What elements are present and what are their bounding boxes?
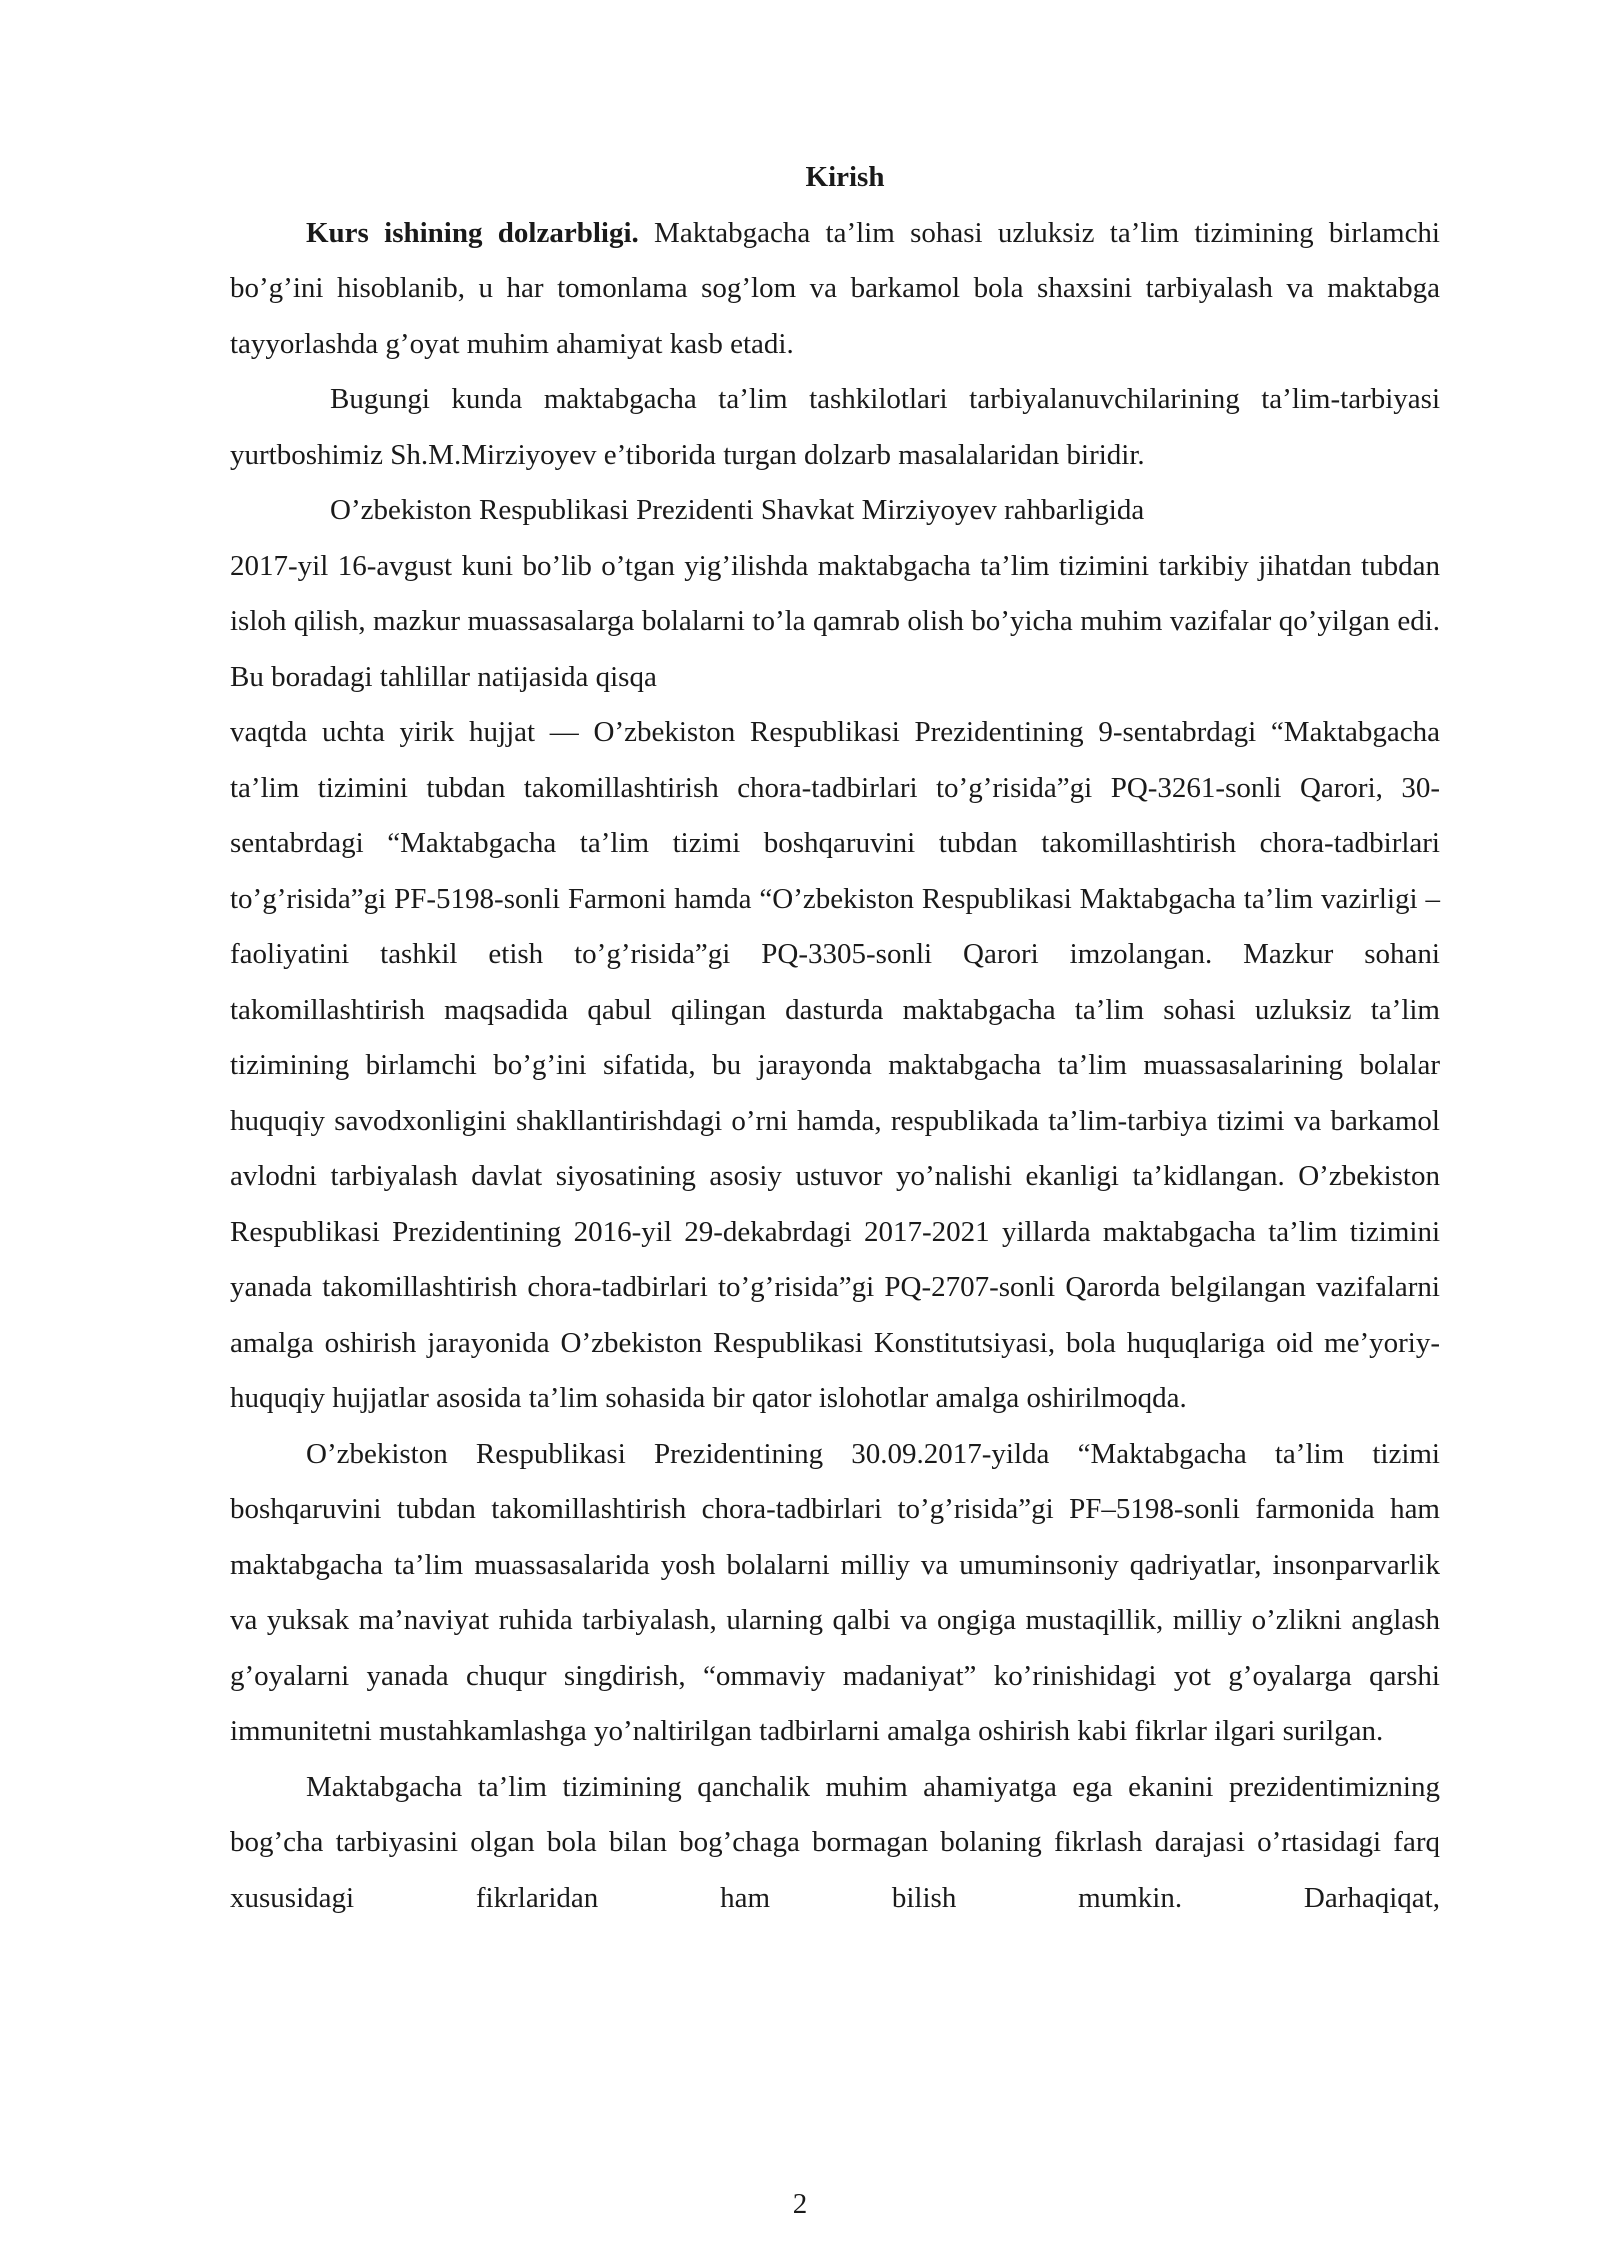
paragraph-documents: vaqtda uchta yirik hujjat — O’zbekiston Respublikasi Prezidentining 9-sentabrdagi “Maktabgacha ta’lim tizimini tubdan takomillashtirish chora-tadbirlari to’g’risida”gi PQ-3261-sonli Qarori, 30-sentabrdagi “Maktabgacha ta’lim tizimi boshqaruvini tubdan takomillashtirish chora-tadbirlari to’g’risida”gi PF-5198-sonli Farmoni hamda “O’zbekiston Respublikasi Maktabgacha ta’lim vazirligi – faoliyatini tashkil etish to’g’risida”gi PQ-3305-sonli Qarori imzolangan. Mazkur sohani takomillashtirish maqsadida qabul qilingan dasturda maktabgacha ta’lim sohasi uzluksiz ta’lim tizimining birlamchi bo’g’ini sifatida, bu jarayonda maktabgacha ta’lim muassasalarining bolalar huquqiy savodxonligini shakllantirishdagi o’rni hamda, respublikada ta’lim-tarbiya tizimi va barkamol avlodni tarbiyalash davlat siyosatining asosiy ustuvor yo’nalishi ekanligi ta’kidlangan. O’zbekiston Respublikasi Prezidentining 2016-yil 29-dekabrdagi 2017-2021 yillarda maktabgacha ta’lim tizimini yanada takomillashtirish chora-tadbirlari to’g’risida”gi PQ-2707-sonli Qarorda belgilangan vazifalarni amalga oshirish jarayonida O’zbekiston Respublikasi Konstitutsiyasi, bola huquqlariga oid me’yoriy-huquqiy hujjatlar asosida ta’lim sohasida bir qator islohotlar amalga oshirilmoqda.	[230, 716, 1440, 1414]
paragraph-president-line: O’zbekiston Respublikasi Prezidenti Shavkat Mirziyoyev rahbarligida	[330, 494, 1145, 526]
paragraph-text: Maktabgacha ta’lim sohasi uzluksiz ta’lim tizimining birlamchi bo’g’ini hisoblanib, u har tomonlama sog’lom va barkamol bola shaxsini tarbiyalash va maktabga tayyorlashda g’oyat muhim ahamiyat kasb etadi.	[230, 216, 1440, 360]
paragraph-lead: Kurs ishining dolzarbligi.	[306, 216, 639, 249]
paragraph-today: Bugungi kunda maktabgacha ta’lim tashkilotlari tarbiyalanuvchilarining ta’lim-tarbiyasi yurtboshimiz Sh.M.Mirziyoyev e’tiborida turgan dolzarb masalalaridan biridir.	[230, 383, 1440, 471]
page-number: 2	[792, 2188, 808, 2220]
paragraph-decree: O’zbekiston Respublikasi Prezidentining 30.09.2017-yilda “Maktabgacha ta’lim tizimi boshqaruvini tubdan takomillashtirish chora-tadbirlari to’g’risida”gi PF–5198-sonli farmonida ham maktabgacha ta’lim muassasalarida yosh bolalarni milliy va umuminsoniy qadriyatlar, insonparvarlik va yuksak ma’naviyat ruhida tarbiyalash, ularning qalbi va ongiga mustaqillik, milliy o’zlikni anglash g’oyalarni yanada chuqur singdirish, “ommaviy madaniyat” ko’rinishidagi yot g’oyalarga qarshi immunitetni mustahkamlashga yo’naltirilgan tadbirlarni amalga oshirish kabi fikrlar ilgari surilgan.	[230, 1437, 1440, 1747]
section-title: Kirish	[805, 161, 885, 193]
paragraph-importance: Maktabgacha ta’lim tizimining qanchalik muhim ahamiyatga ega ekanini prezidentimizning bog’cha tarbiyasini olgan bola bilan bog’chaga bormagan bolaning fikrlash darajasi o’rtasidagi farq xususidagi fikrlaridan ham bilish mumkin. Darhaqiqat,	[230, 1770, 1440, 1914]
paragraph-relevance	[230, 206, 1440, 373]
document-page	[230, 150, 1440, 1926]
paragraph-meeting: 2017-yil 16-avgust kuni bo’lib o’tgan yig’ilishda maktabgacha ta’lim tizimini tarkibiy jihatdan tubdan isloh qilish, mazkur muassasalarga bolalarni to’la qamrab olish bo’yicha muhim vazifalar qo’yilgan edi. Bu boradagi tahlillar natijasida qisqa	[230, 549, 1440, 693]
